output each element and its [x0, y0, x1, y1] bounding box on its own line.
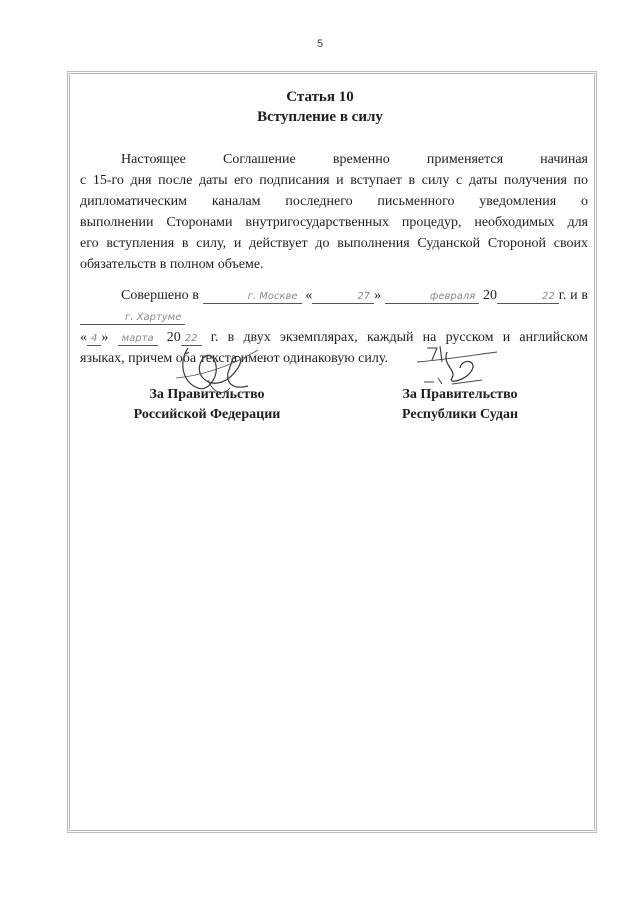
done-at-intro: Совершено в — [121, 288, 199, 303]
handwritten-year-1: 22 — [497, 290, 559, 304]
signature-caption-line2: Российской Федерации — [133, 407, 281, 422]
quote-open: « — [80, 330, 87, 345]
paragraph-line: с 15-го дня после даты его подписания и вступает в силу с даты получения по — [80, 173, 588, 188]
handwritten-month-1: февраля — [385, 290, 479, 304]
paragraph-line: Настоящее Соглашение временно применяется начиная — [121, 152, 588, 167]
quote-close: » — [101, 330, 109, 345]
quote-close: » — [374, 288, 382, 303]
paragraph-line: его вступления в силу, и действует до выполнения Судaнской Стороной своих — [80, 236, 588, 251]
handwritten-place-1: г. Москве — [203, 290, 302, 304]
year-prefix-2: 20 — [166, 330, 181, 345]
done-at-mid: г. и в — [558, 288, 588, 303]
paragraph-line: обязательств в полном объеме. — [80, 257, 264, 272]
done-at-line-3: языках, причем оба текста имеют одинаковую силу. — [80, 351, 388, 366]
handwritten-month-2: марта — [118, 332, 158, 346]
done-at-line-2 — [80, 327, 588, 348]
article-title: Вступление в силу — [257, 109, 383, 125]
handwritten-year-2: 22 — [181, 332, 202, 346]
page-number: 5 — [316, 38, 324, 50]
handwritten-day-1: 27 — [312, 290, 374, 304]
handwritten-day-2: 4 — [87, 332, 101, 346]
article-number: Статья 10 — [286, 89, 354, 105]
paragraph-entry-into-force — [80, 149, 588, 275]
quote-open: « — [305, 288, 313, 303]
done-at-line-1 — [80, 285, 588, 327]
handwritten-place-2: г. Хартуме — [80, 311, 185, 325]
paragraph-done-at — [80, 285, 588, 369]
signature-caption-line1: За Правительство — [149, 387, 265, 402]
paragraph-line: выполнении Сторонами внутригосударственных процедур, необходимых для — [80, 215, 588, 230]
signature-right — [412, 340, 507, 390]
signature-caption-line2: Республики Судан — [401, 407, 519, 422]
signature-caption-line1: За Правительство — [402, 387, 518, 402]
done-at-tail-1: г. в двух экземплярах, каждый на русском и английском — [210, 330, 589, 345]
paragraph-line: дипломатическим каналам последнего письменного уведомления о — [80, 194, 588, 209]
signature-block-sudan — [385, 385, 535, 425]
year-prefix-1: 20 — [483, 288, 498, 303]
signature-block-russia — [122, 385, 292, 425]
